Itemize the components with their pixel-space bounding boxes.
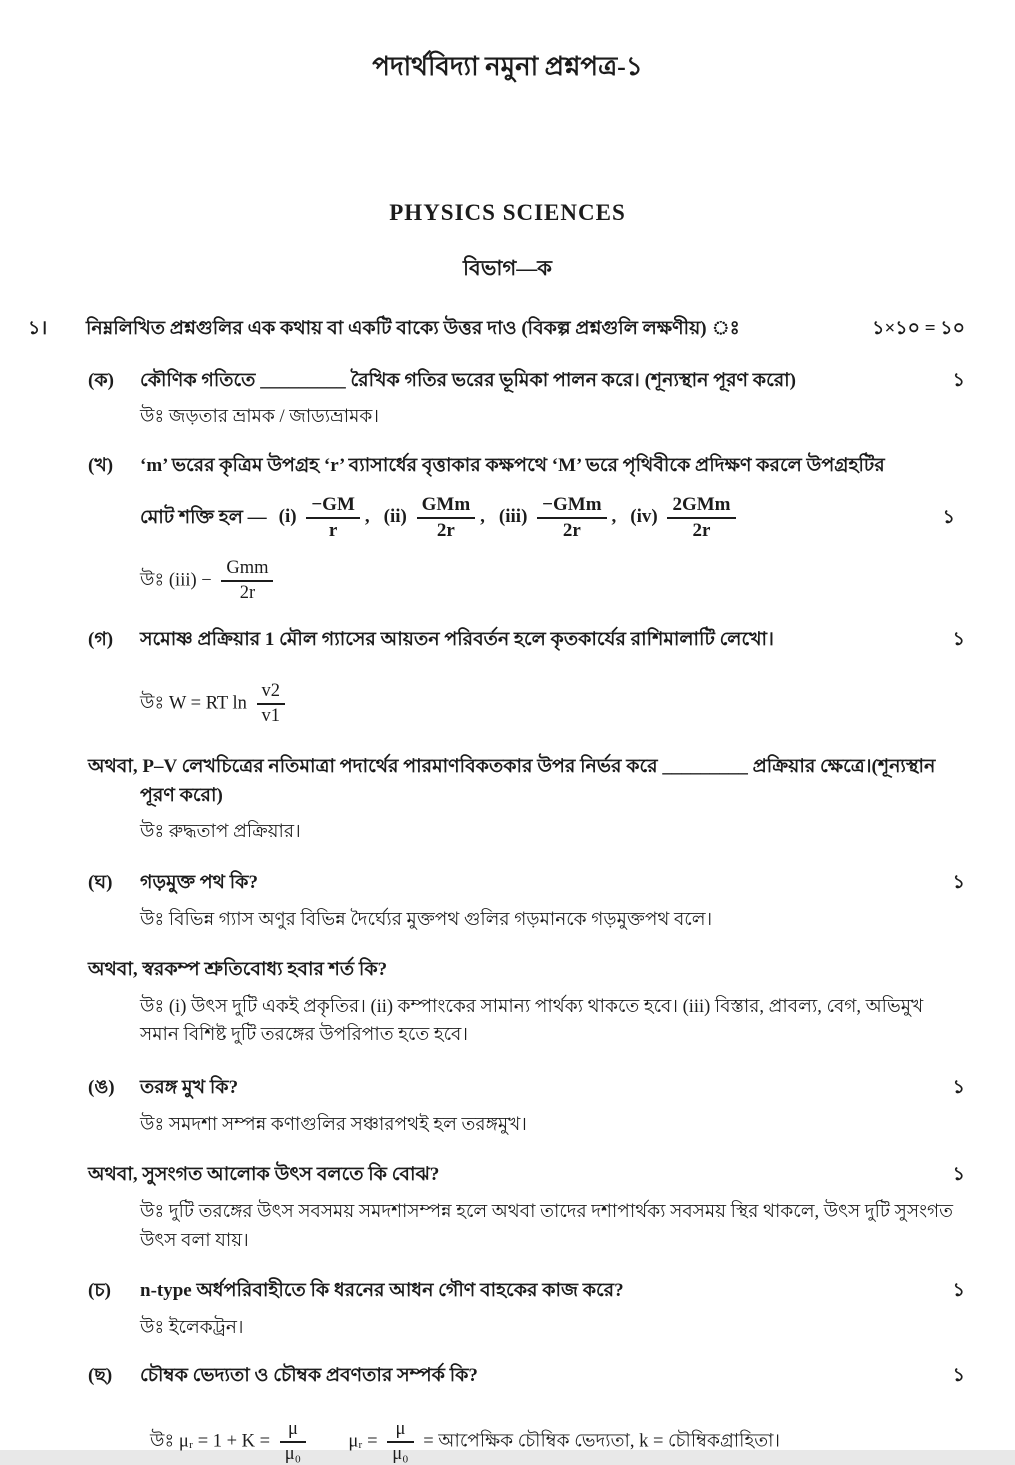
option-ii — [384, 494, 485, 542]
part-label: (ছ) — [88, 1365, 113, 1387]
part-question: কৌণিক গতিতে _________ রৈখিক গতির ভরের ভূমিকা পালন করে। (শূন্যস্থান পূরণ করো) — [140, 369, 796, 391]
separator: , — [364, 506, 370, 528]
or-question-continuation: পূরণ করো) — [140, 784, 223, 806]
part-label: (ঙ) — [88, 1077, 115, 1099]
option-iii — [499, 494, 616, 542]
or-question: অথবা, সুসংগত আলোক উৎস বলতে কি বোঝ? — [88, 1164, 440, 1186]
doc-title: পদার্থবিদ্যা নমুনা প্রশ্নপত্র-১ — [372, 52, 643, 81]
separator: , — [611, 506, 617, 528]
or-answer-ga: উঃ রুদ্ধতাপ প্রক্রিয়ার। — [140, 822, 301, 843]
formula-1-lhs: μᵣ = 1 + K = — [178, 1431, 271, 1452]
part-question: ‘m’ ভরের কৃত্রিম উপগ্রহ ‘r’ ব্যাসার্ধের বৃত্তাকার কক্ষপথে ‘M’ ভরে পৃথিবীকে প্রদিক্ষণ করলে উপগ্রহটির — [140, 454, 885, 476]
formula-prefix: মোট শক্তি হল — — [140, 506, 267, 528]
part-chha — [88, 1362, 965, 1391]
option-label: (iii) — [498, 506, 528, 528]
part-question: তরঙ্গ মুখ কি? — [140, 1077, 239, 1099]
or-question: অথবা, P–V লেখচিত্রের নতিমাত্রা পদার্থের পারমাণবিকতকার উপর নির্ভর করে _________ প্রক্রিয়ার ক্ষেত্রে।(শূন্যস্থান — [88, 756, 936, 778]
part-label: (ক) — [88, 369, 114, 391]
fraction-denominator: μ₀ — [392, 1444, 409, 1465]
fraction — [667, 494, 735, 542]
fraction — [221, 558, 273, 605]
option-i — [279, 494, 370, 542]
answer-kha — [140, 558, 965, 605]
fraction-numerator: μ — [280, 1419, 306, 1443]
option-label: (iv) — [630, 506, 658, 528]
part-label: (ঘ) — [88, 872, 113, 894]
fraction-numerator: Gmm — [221, 558, 273, 582]
subject-title: PHYSICS SCIENCES — [389, 200, 626, 225]
part-ka — [88, 367, 965, 396]
fraction-denominator: v1 — [261, 706, 281, 727]
or-answer-gha: উঃ (i) উৎস দুটি একই প্রকৃতির। (ii) কম্পাংকের সামান্য পার্থক্য থাকতে হবে। (iii) বিস্তার, প্রাবল্য, বেগ, অভিমুখ সমান বিশিষ্ট দুটি তরঙ্গের উপরিপাত হতে হবে। — [140, 996, 924, 1046]
fraction-denominator: 2r — [239, 583, 256, 604]
fraction — [257, 681, 286, 728]
fraction-numerator: −GM — [306, 494, 360, 519]
answer-chha — [150, 1419, 965, 1465]
part-kha — [88, 452, 965, 481]
part-question: চৌম্বক ভেদ্যতা ও চৌম্বক প্রবণতার সম্পর্ক কি? — [140, 1365, 478, 1387]
fraction — [417, 494, 476, 542]
question-number: ১। — [28, 318, 48, 339]
answer-gha: উঃ বিভিন্ন গ্যাস অণুর বিভিন্ন দৈর্ঘ্যের মুক্তপথ গুলির গড়মানকে গড়মুক্তপথ বলে। — [140, 909, 713, 930]
option-label: (i) — [278, 506, 297, 528]
fraction-denominator: 2r — [562, 520, 581, 542]
formula-2-lhs: μᵣ = — [348, 1431, 378, 1452]
fraction — [306, 494, 360, 542]
formula-2-rhs: = আপেক্ষিক চৌম্বিক ভেদ্যতা, k = চৌম্বিকগ্রাহিতা। — [423, 1431, 781, 1452]
marks-badge: ১ — [952, 1365, 965, 1387]
fraction-numerator: μ — [387, 1419, 413, 1443]
option-label: (ii) — [383, 506, 407, 528]
section-title: বিভাগ—ক — [463, 256, 552, 280]
marks-badge: ১ — [942, 506, 955, 528]
fraction-denominator: 2r — [436, 520, 455, 542]
part-label: (চ) — [88, 1280, 111, 1302]
answer-cha: উঃ ইলেকট্রন। — [140, 1317, 244, 1338]
or-part-uma — [88, 1161, 965, 1190]
marks-badge: ১ — [952, 1077, 965, 1099]
fraction-denominator: 2r — [692, 520, 711, 542]
answer-ga — [140, 681, 965, 728]
option-iv — [630, 494, 740, 542]
fraction-numerator: GMm — [417, 494, 476, 519]
marks-badge: ১ — [952, 369, 965, 391]
marks-badge: ১ — [952, 1280, 965, 1302]
fraction-numerator: v2 — [257, 681, 286, 705]
question-instruction: নিম্নলিখিত প্রশ্নগুলির এক কথায় বা একটি বাক্যে উত্তর দাও (বিকল্প প্রশ্নগুলি লক্ষণীয়) ঃ — [86, 318, 740, 339]
options-formula — [140, 494, 965, 542]
part-cha — [88, 1277, 965, 1306]
part-uma — [88, 1074, 965, 1103]
or-question: অথবা, স্বরকম্প শ্রুতিবোধ্য হবার শর্ত কি? — [88, 959, 388, 981]
fraction — [387, 1419, 413, 1465]
answer-prefix: উঃ W = RT ln — [140, 693, 247, 714]
separator: , — [480, 506, 485, 528]
fraction-numerator: −GMm — [537, 494, 606, 519]
part-label: (খ) — [88, 454, 114, 476]
total-marks: ১×১০ = ১০ — [872, 318, 965, 339]
part-label: (গ) — [88, 629, 114, 651]
marks-badge: ১ — [952, 1164, 965, 1186]
answer-ka: উঃ জড়তার ভ্রামক / জাড্যভ্রামক। — [140, 407, 379, 428]
part-ga — [88, 626, 965, 655]
answer-prefix: উঃ (iii) − — [140, 570, 212, 591]
fraction-denominator: μ₀ — [284, 1444, 302, 1465]
question-1-header — [28, 315, 965, 343]
answer-prefix: উঃ — [150, 1431, 175, 1452]
fraction-denominator: r — [328, 520, 338, 542]
part-question: n-type অর্ধপরিবাহীতে কি ধরনের আধন গৌণ বাহকের কাজ করে? — [140, 1280, 624, 1302]
part-question: সমোষ্ণ প্রক্রিয়ার 1 মৌল গ্যাসের আয়তন পরিবর্তন হলে কৃতকার্যের রাশিমালাটি লেখো। — [140, 629, 774, 651]
fraction-numerator: 2GMm — [667, 494, 735, 519]
part-kha-options-row — [140, 494, 965, 542]
part-question: গড়মুক্ত পথ কি? — [140, 872, 258, 894]
marks-badge: ১ — [952, 629, 965, 651]
marks-badge: ১ — [952, 872, 965, 894]
or-answer-uma: উঃ দুটি তরঙ্গের উৎস সবসময় সমদশাসম্পন্ন হলে অথবা তাদের দশাপার্থক্য সবসময় স্থির থাকলে, উৎস দুটি সুসংগত উৎস বলা যায়। — [140, 1201, 954, 1251]
or-part-gha — [88, 956, 965, 985]
part-gha — [88, 869, 965, 898]
answer-uma: উঃ সমদশা সম্পন্ন কণাগুলির সঞ্চারপথই হল তরঙ্গমুখ। — [140, 1114, 527, 1135]
fraction — [537, 494, 606, 542]
fraction — [280, 1419, 306, 1465]
or-part-ga — [88, 753, 965, 782]
